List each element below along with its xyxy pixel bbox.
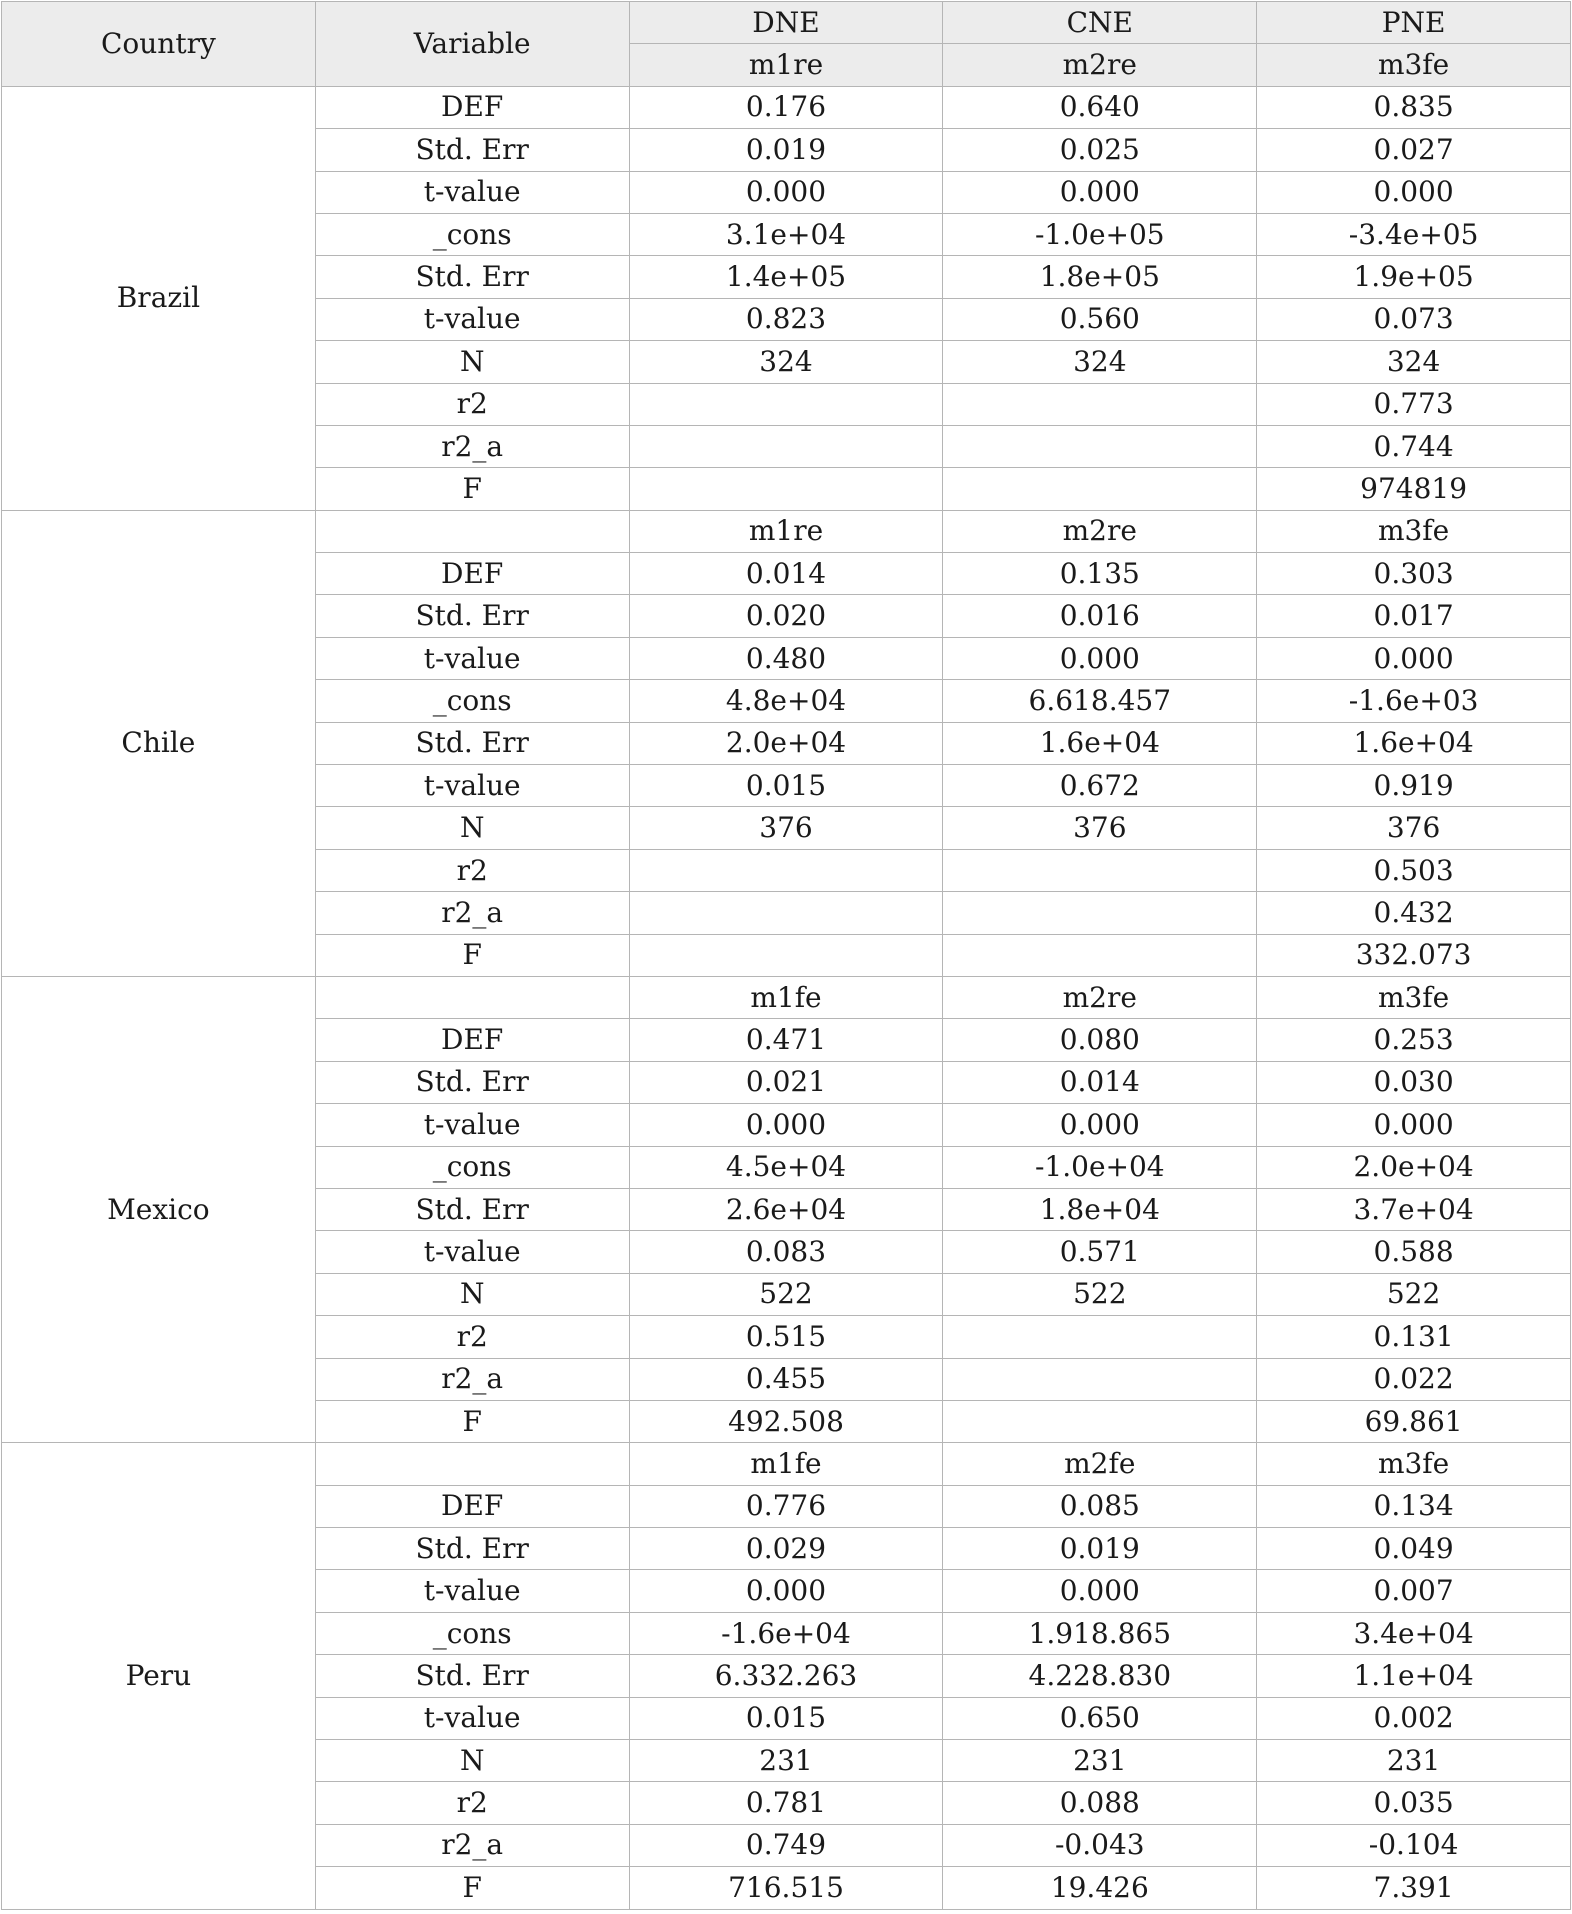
- variable-cell: F: [315, 934, 629, 976]
- value-cell: 1.4e+05: [629, 256, 943, 298]
- value-cell: 0.014: [629, 553, 943, 595]
- variable-cell: N: [315, 341, 629, 383]
- value-cell: 522: [629, 1273, 943, 1315]
- table-row: [2, 510, 1571, 552]
- value-cell: -0.043: [943, 1824, 1257, 1866]
- variable-cell: Std. Err: [315, 256, 629, 298]
- column-header-pne: PNE: [1257, 2, 1571, 44]
- value-cell: 4.228.830: [943, 1655, 1257, 1697]
- value-cell: 0.776: [629, 1485, 943, 1527]
- variable-cell: [315, 1443, 629, 1485]
- header-row-columns: [2, 2, 1571, 44]
- value-cell: 0.073: [1257, 298, 1571, 340]
- value-cell: 0.503: [1257, 849, 1571, 891]
- value-cell: 0.035: [1257, 1782, 1571, 1824]
- model-header: m1re: [629, 44, 943, 86]
- value-cell: [943, 892, 1257, 934]
- table-header: [2, 2, 1571, 87]
- value-cell: [629, 425, 943, 467]
- regression-table: [1, 1, 1571, 1910]
- table-body: [2, 86, 1571, 1909]
- value-cell: 0.017: [1257, 595, 1571, 637]
- value-cell: 69.861: [1257, 1400, 1571, 1442]
- variable-cell: _cons: [315, 213, 629, 255]
- variable-cell: F: [315, 1867, 629, 1909]
- variable-cell: Std. Err: [315, 722, 629, 764]
- value-cell: 0.083: [629, 1231, 943, 1273]
- value-cell: 231: [1257, 1740, 1571, 1782]
- value-cell: -1.0e+05: [943, 213, 1257, 255]
- value-cell: 0.781: [629, 1782, 943, 1824]
- value-cell: [629, 934, 943, 976]
- value-cell: 0.672: [943, 765, 1257, 807]
- value-cell: 0.000: [1257, 637, 1571, 679]
- value-cell: 0.480: [629, 637, 943, 679]
- variable-cell: Std. Err: [315, 1528, 629, 1570]
- variable-cell: Std. Err: [315, 1655, 629, 1697]
- variable-header: Variable: [315, 2, 629, 87]
- value-cell: 0.016: [943, 595, 1257, 637]
- value-cell: m3fe: [1257, 976, 1571, 1018]
- value-cell: 19.426: [943, 1867, 1257, 1909]
- value-cell: 0.432: [1257, 892, 1571, 934]
- value-cell: 0.000: [629, 171, 943, 213]
- value-cell: -1.6e+04: [629, 1612, 943, 1654]
- value-cell: 716.515: [629, 1867, 943, 1909]
- variable-cell: t-value: [315, 171, 629, 213]
- table-row: [2, 1443, 1571, 1485]
- value-cell: 0.000: [629, 1104, 943, 1146]
- variable-cell: _cons: [315, 1146, 629, 1188]
- value-cell: 0.640: [943, 86, 1257, 128]
- value-cell: 0.471: [629, 1019, 943, 1061]
- value-cell: [943, 934, 1257, 976]
- value-cell: m3fe: [1257, 1443, 1571, 1485]
- value-cell: [629, 383, 943, 425]
- value-cell: [943, 468, 1257, 510]
- value-cell: 3.4e+04: [1257, 1612, 1571, 1654]
- value-cell: 1.6e+04: [1257, 722, 1571, 764]
- value-cell: 0.019: [943, 1528, 1257, 1570]
- value-cell: 0.088: [943, 1782, 1257, 1824]
- value-cell: 0.015: [629, 1697, 943, 1739]
- value-cell: 0.027: [1257, 129, 1571, 171]
- variable-cell: t-value: [315, 637, 629, 679]
- value-cell: 0.571: [943, 1231, 1257, 1273]
- country-cell: Chile: [2, 510, 316, 976]
- value-cell: m1fe: [629, 1443, 943, 1485]
- value-cell: 0.025: [943, 129, 1257, 171]
- value-cell: 0.455: [629, 1358, 943, 1400]
- value-cell: [629, 468, 943, 510]
- value-cell: 0.560: [943, 298, 1257, 340]
- value-cell: 0.134: [1257, 1485, 1571, 1527]
- value-cell: m3fe: [1257, 510, 1571, 552]
- value-cell: m2fe: [943, 1443, 1257, 1485]
- value-cell: 0.030: [1257, 1061, 1571, 1103]
- value-cell: 0.303: [1257, 553, 1571, 595]
- variable-cell: DEF: [315, 1019, 629, 1061]
- variable-cell: N: [315, 807, 629, 849]
- variable-cell: [315, 510, 629, 552]
- value-cell: 0.002: [1257, 1697, 1571, 1739]
- value-cell: 0.019: [629, 129, 943, 171]
- value-cell: 3.1e+04: [629, 213, 943, 255]
- value-cell: 0.020: [629, 595, 943, 637]
- value-cell: 324: [943, 341, 1257, 383]
- value-cell: -0.104: [1257, 1824, 1571, 1866]
- value-cell: 0.773: [1257, 383, 1571, 425]
- value-cell: 0.515: [629, 1316, 943, 1358]
- value-cell: 332.073: [1257, 934, 1571, 976]
- value-cell: -1.0e+04: [943, 1146, 1257, 1188]
- value-cell: [943, 425, 1257, 467]
- variable-cell: r2: [315, 1782, 629, 1824]
- variable-cell: r2_a: [315, 425, 629, 467]
- column-header-cne: CNE: [943, 2, 1257, 44]
- value-cell: 4.8e+04: [629, 680, 943, 722]
- value-cell: [943, 1316, 1257, 1358]
- value-cell: 1.9e+05: [1257, 256, 1571, 298]
- variable-cell: N: [315, 1740, 629, 1782]
- value-cell: [943, 849, 1257, 891]
- value-cell: 0.000: [629, 1570, 943, 1612]
- value-cell: 1.1e+04: [1257, 1655, 1571, 1697]
- value-cell: 0.253: [1257, 1019, 1571, 1061]
- value-cell: [629, 849, 943, 891]
- variable-cell: r2_a: [315, 1358, 629, 1400]
- variable-cell: r2_a: [315, 1824, 629, 1866]
- variable-cell: DEF: [315, 86, 629, 128]
- value-cell: m1fe: [629, 976, 943, 1018]
- value-cell: 6.618.457: [943, 680, 1257, 722]
- value-cell: 231: [943, 1740, 1257, 1782]
- value-cell: 0.135: [943, 553, 1257, 595]
- country-cell: Mexico: [2, 976, 316, 1442]
- value-cell: 0.015: [629, 765, 943, 807]
- value-cell: m2re: [943, 510, 1257, 552]
- model-header: m3fe: [1257, 44, 1571, 86]
- value-cell: 6.332.263: [629, 1655, 943, 1697]
- value-cell: 0.029: [629, 1528, 943, 1570]
- value-cell: 1.8e+05: [943, 256, 1257, 298]
- value-cell: 0.000: [1257, 1104, 1571, 1146]
- variable-cell: N: [315, 1273, 629, 1315]
- country-cell: Brazil: [2, 86, 316, 510]
- value-cell: 0.823: [629, 298, 943, 340]
- table-row: [2, 976, 1571, 1018]
- variable-cell: t-value: [315, 298, 629, 340]
- variable-cell: DEF: [315, 1485, 629, 1527]
- variable-cell: DEF: [315, 553, 629, 595]
- variable-cell: t-value: [315, 1231, 629, 1273]
- value-cell: -1.6e+03: [1257, 680, 1571, 722]
- value-cell: [629, 892, 943, 934]
- value-cell: 1.6e+04: [943, 722, 1257, 764]
- value-cell: [943, 383, 1257, 425]
- value-cell: [943, 1400, 1257, 1442]
- value-cell: 2.0e+04: [1257, 1146, 1571, 1188]
- value-cell: 0.021: [629, 1061, 943, 1103]
- variable-cell: Std. Err: [315, 1061, 629, 1103]
- value-cell: 0.000: [943, 1104, 1257, 1146]
- value-cell: [943, 1358, 1257, 1400]
- value-cell: 7.391: [1257, 1867, 1571, 1909]
- value-cell: 376: [1257, 807, 1571, 849]
- value-cell: 0.744: [1257, 425, 1571, 467]
- value-cell: 522: [943, 1273, 1257, 1315]
- variable-cell: F: [315, 468, 629, 510]
- variable-cell: r2: [315, 849, 629, 891]
- value-cell: m2re: [943, 976, 1257, 1018]
- variable-cell: [315, 976, 629, 1018]
- value-cell: 1.918.865: [943, 1612, 1257, 1654]
- value-cell: 324: [629, 341, 943, 383]
- value-cell: 0.000: [943, 1570, 1257, 1612]
- value-cell: 0.919: [1257, 765, 1571, 807]
- value-cell: 0.176: [629, 86, 943, 128]
- value-cell: m1re: [629, 510, 943, 552]
- value-cell: 3.7e+04: [1257, 1188, 1571, 1230]
- value-cell: 0.000: [943, 171, 1257, 213]
- value-cell: 2.6e+04: [629, 1188, 943, 1230]
- country-cell: Peru: [2, 1443, 316, 1909]
- value-cell: 0.022: [1257, 1358, 1571, 1400]
- value-cell: 0.000: [943, 637, 1257, 679]
- value-cell: 974819: [1257, 468, 1571, 510]
- variable-cell: _cons: [315, 1612, 629, 1654]
- value-cell: 2.0e+04: [629, 722, 943, 764]
- variable-cell: t-value: [315, 765, 629, 807]
- variable-cell: t-value: [315, 1104, 629, 1146]
- value-cell: 4.5e+04: [629, 1146, 943, 1188]
- column-header-dne: DNE: [629, 2, 943, 44]
- variable-cell: r2: [315, 383, 629, 425]
- country-header: Country: [2, 2, 316, 87]
- variable-cell: t-value: [315, 1697, 629, 1739]
- value-cell: -3.4e+05: [1257, 213, 1571, 255]
- variable-cell: Std. Err: [315, 595, 629, 637]
- variable-cell: Std. Err: [315, 1188, 629, 1230]
- value-cell: 492.508: [629, 1400, 943, 1442]
- value-cell: 522: [1257, 1273, 1571, 1315]
- value-cell: 376: [629, 807, 943, 849]
- value-cell: 0.835: [1257, 86, 1571, 128]
- value-cell: 0.000: [1257, 171, 1571, 213]
- model-header: m2re: [943, 44, 1257, 86]
- value-cell: 0.650: [943, 1697, 1257, 1739]
- value-cell: 0.049: [1257, 1528, 1571, 1570]
- value-cell: 0.080: [943, 1019, 1257, 1061]
- value-cell: 0.131: [1257, 1316, 1571, 1358]
- variable-cell: F: [315, 1400, 629, 1442]
- value-cell: 376: [943, 807, 1257, 849]
- variable-cell: r2: [315, 1316, 629, 1358]
- variable-cell: t-value: [315, 1570, 629, 1612]
- value-cell: 324: [1257, 341, 1571, 383]
- value-cell: 0.085: [943, 1485, 1257, 1527]
- value-cell: 0.588: [1257, 1231, 1571, 1273]
- value-cell: 0.014: [943, 1061, 1257, 1103]
- variable-cell: r2_a: [315, 892, 629, 934]
- value-cell: 1.8e+04: [943, 1188, 1257, 1230]
- value-cell: 231: [629, 1740, 943, 1782]
- table-row: [2, 86, 1571, 128]
- variable-cell: Std. Err: [315, 129, 629, 171]
- value-cell: 0.007: [1257, 1570, 1571, 1612]
- variable-cell: _cons: [315, 680, 629, 722]
- value-cell: 0.749: [629, 1824, 943, 1866]
